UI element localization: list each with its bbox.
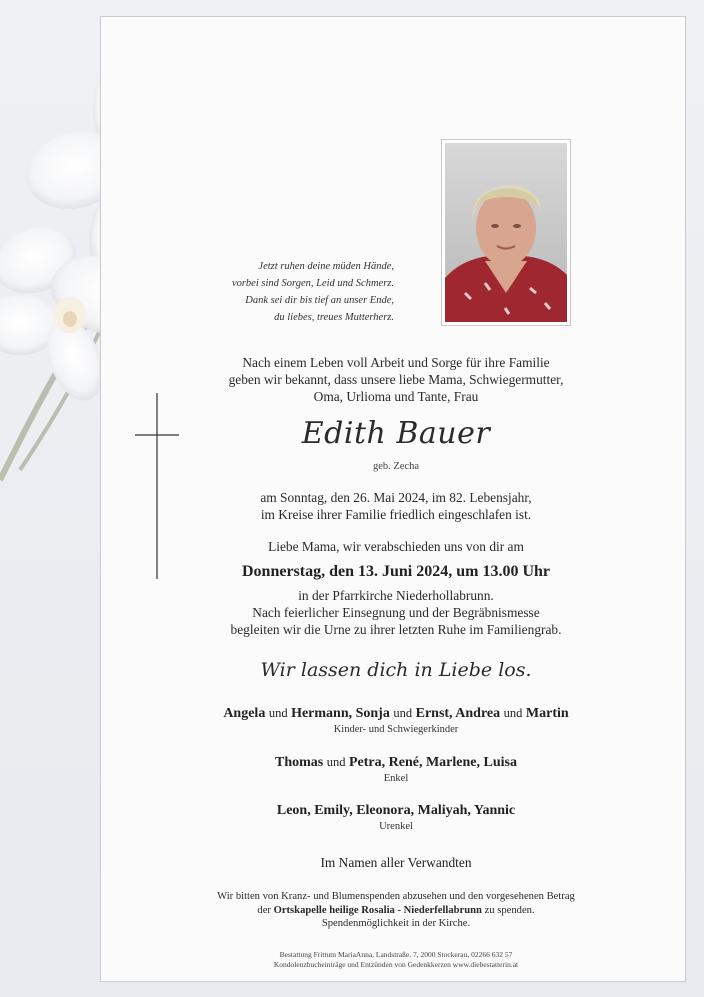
funeral-date: Donnerstag, den 13. Juni 2024, um 13.00 Uhr	[241, 563, 551, 580]
funeral-home-footer	[196, 950, 596, 970]
poem-line: vorbei sind Sorgen, Leid und Schmerz.	[231, 278, 394, 289]
footer-line: Bestattung Frittum MariaAnna, Landstraße. 7, 2000 Stockerau, 02266 632 57	[279, 950, 513, 959]
request-line: Spendenmöglichkeit in der Kirche.	[321, 918, 471, 929]
mourners-great-grandchildren	[196, 802, 596, 834]
death-line: am Sonntag, den 26. Mai 2024, im 82. Lebensjahr,	[260, 490, 532, 505]
farewell-text: Liebe Mama, wir verabschieden uns von dir am	[268, 539, 524, 554]
maiden-name: geb. Zecha	[372, 461, 420, 472]
memorial-poem	[226, 258, 394, 326]
mourner-role: Enkel	[383, 773, 409, 784]
poem-line: Jetzt ruhen deine müden Hände,	[258, 261, 394, 272]
request-line: Wir bitten von Kranz- und Blumenspenden abzusehen und den vorgesehenen Betrag	[217, 891, 575, 902]
conjunction: und	[268, 706, 288, 720]
request-line	[196, 904, 596, 918]
mourner-name: Petra, René, Marlene, Luisa	[349, 755, 517, 770]
deceased-name: Edith Bauer	[301, 416, 491, 451]
portrait-frame	[441, 139, 571, 326]
request-text: zu spenden.	[484, 904, 535, 916]
donation-request	[196, 890, 596, 931]
mourner-name: Ernst, Andrea	[415, 706, 501, 721]
death-line: im Kreise ihrer Familie friedlich eingeschlafen ist.	[260, 507, 532, 522]
intro-line: Nach einem Leben voll Arbeit und Sorge für ihre Familie	[242, 355, 550, 370]
conjunction: und	[326, 755, 346, 769]
ceremony-details	[196, 587, 596, 638]
ceremony-line: in der Pfarrkirche Niederhollabrunn.	[298, 588, 494, 603]
conjunction: und	[503, 706, 523, 720]
mourner-name: Martin	[525, 706, 569, 721]
death-notice	[196, 489, 596, 523]
ceremony-line: begleiten wir die Urne zu ihrer letzten Ruhe im Familiengrab.	[230, 622, 562, 637]
mourner-name: Angela	[223, 706, 266, 721]
intro-line: Oma, Urlioma und Tante, Frau	[313, 389, 479, 404]
poem-line: du liebes, treues Mutterherz.	[274, 312, 394, 323]
request-text: der	[257, 904, 271, 916]
footer-line: Kondolenzbucheinträge und Entzünden von Gedenkkerzen www.diebestatterin.at	[273, 960, 519, 969]
memorial-motto: Wir lassen dich in Liebe los.	[260, 659, 532, 681]
relatives-line: Im Namen aller Verwandten	[320, 855, 472, 870]
mourner-name: Thomas	[275, 755, 324, 770]
cross-icon	[135, 393, 179, 579]
mourner-role: Kinder- und Schwiegerkinder	[333, 724, 459, 735]
mourner-names	[196, 753, 596, 772]
conjunction: und	[393, 706, 413, 720]
mourner-name: Hermann, Sonja	[291, 706, 390, 721]
mourners-children	[196, 704, 596, 737]
mourners-grandchildren	[196, 753, 596, 786]
ceremony-line: Nach feierlicher Einsegnung und der Begräbnismesse	[252, 605, 540, 620]
mourner-names: Leon, Emily, Eleonora, Maliyah, Yannic	[276, 803, 516, 818]
portrait-photo	[445, 143, 567, 322]
poem-line: Dank sei dir bis tief an unser Ende,	[245, 295, 394, 306]
donation-recipient: Ortskapelle heilige Rosalia - Niederfellabrunn	[273, 904, 482, 916]
intro-line: geben wir bekannt, dass unsere liebe Mama, Schwiegermutter,	[228, 372, 564, 387]
mourner-role: Urenkel	[379, 821, 413, 832]
mourner-names	[196, 704, 596, 723]
announcement-intro	[196, 354, 596, 405]
